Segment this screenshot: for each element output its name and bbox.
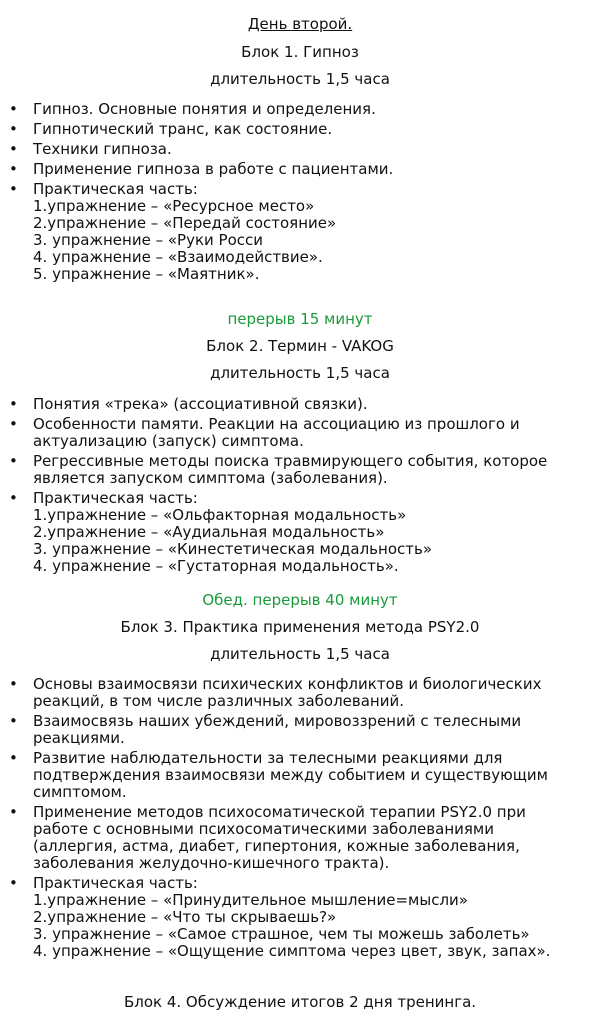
day-title: День второй.	[247, 15, 353, 33]
bullet-icon: •	[9, 712, 18, 730]
bullet-icon: •	[9, 180, 18, 198]
block-1-title: Блок 1. Гипноз	[241, 43, 359, 61]
bullet-icon: •	[9, 120, 18, 138]
exercise: 1.упражнение – «Принудительное мышление=мысли»	[33, 891, 468, 909]
block-3-duration: длительность 1,5 часа	[210, 645, 390, 663]
break-2: Обед. перерыв 40 минут	[202, 591, 398, 609]
list-item: • Взаимосвязь наших убеждений, мировоззрений с телесными реакциями.	[9, 712, 522, 747]
list-item: • Регрессивные методы поиска травмирующего события, которое является запуском симптома (заболевания).	[9, 452, 548, 487]
block-2-list	[0, 396, 600, 578]
exercise: 2.упражнение – «Что ты скрываешь?»	[33, 908, 337, 926]
exercise: 4. упражнение – «Густаторная модальность».	[33, 557, 399, 575]
list-item: • Техники гипноза.	[9, 140, 172, 158]
bullet-icon: •	[9, 452, 18, 470]
practice-item: • Практическая часть: 1.упражнение – «Ольфакторная модальность» 2.упражнение – «Аудиальная модальность» 3. упражнение – «Кинестетическая модальность» 4. упражнение – «Густаторная модальность».	[0, 490, 600, 575]
exercise: 4. упражнение – «Взаимодействие».	[33, 248, 323, 266]
block-3-title: Блок 3. Практика применения метода PSY2.0	[120, 618, 480, 636]
block-2-title: Блок 2. Термин - VAKOG	[206, 337, 394, 355]
bullet-icon: •	[9, 675, 18, 693]
exercise: 2.упражнение – «Аудиальная модальность»	[33, 523, 385, 541]
list-item: • Основы взаимосвязи психических конфликтов и биологических реакций, в том числе различных заболеваний.	[9, 675, 542, 710]
list-item: • Гипноз. Основные понятия и определения.	[9, 100, 376, 118]
list-item: • Применение гипноза в работе с пациентами.	[9, 160, 394, 178]
exercise: 4. упражнение – «Ощущение симптома через цвет, звук, запах».	[33, 942, 551, 960]
practice-item: • Практическая часть: 1.упражнение – «Ресурсное место» 2.упражнение – «Передай состояние» 3. упражнение – «Руки Росси 4. упражнение – «Взаимодействие». 5. упражнение – «Маятник».	[0, 181, 600, 283]
list-item: • Понятия «трека» (ассоциативной связки).	[9, 395, 368, 413]
bullet-icon: •	[9, 140, 18, 158]
exercise: 3. упражнение – «Кинестетическая модальность»	[33, 540, 433, 558]
exercise: 1.упражнение – «Ресурсное место»	[33, 197, 315, 215]
exercise: 5. упражнение – «Маятник».	[33, 265, 260, 283]
bullet-icon: •	[9, 874, 18, 892]
list-item: • Развитие наблюдательности за телесными реакциями для подтверждения взаимосвязи между событием и существующим симптомом.	[9, 749, 548, 801]
bullet-icon: •	[9, 395, 18, 413]
block-1-list	[0, 101, 600, 286]
exercise: 3. упражнение – «Руки Росси	[33, 231, 263, 249]
block-1-duration: длительность 1,5 часа	[210, 70, 390, 88]
list-item: • Применение методов психосоматической терапии PSY2.0 при работе с основными психосоматическими заболеваниями (аллергия, астма, диабет, гипертония, кожные заболевания, заболевания желудочно-кишечного тракта).	[9, 803, 526, 872]
block-2-duration: длительность 1,5 часа	[210, 364, 390, 382]
bullet-icon: •	[9, 489, 18, 507]
bullet-icon: •	[9, 100, 18, 118]
bullet-icon: •	[9, 803, 18, 821]
exercise: 2.упражнение – «Передай состояние»	[33, 214, 337, 232]
exercise: 1.упражнение – «Ольфакторная модальность»	[33, 506, 407, 524]
list-item: • Гипнотический транс, как состояние.	[9, 120, 333, 138]
block-3-list	[0, 676, 600, 963]
bullet-icon: •	[9, 160, 18, 178]
break-1: перерыв 15 минут	[227, 310, 373, 328]
exercise: 3. упражнение – «Самое страшное, чем ты можешь заболеть»	[33, 925, 530, 943]
list-item: • Особенности памяти. Реакции на ассоциацию из прошлого и актуализацию (запуск) симптома.	[9, 415, 520, 450]
bullet-icon: •	[9, 415, 18, 433]
practice-item: • Практическая часть: 1.упражнение – «Принудительное мышление=мысли» 2.упражнение – «Что ты скрываешь?» 3. упражнение – «Самое страшное, чем ты можешь заболеть» 4. упражнение – «Ощущение симптома через цвет, звук, запах».	[0, 875, 600, 960]
bullet-icon: •	[9, 749, 18, 767]
block-4-title: Блок 4. Обсуждение итогов 2 дня тренинга.	[123, 993, 477, 1011]
